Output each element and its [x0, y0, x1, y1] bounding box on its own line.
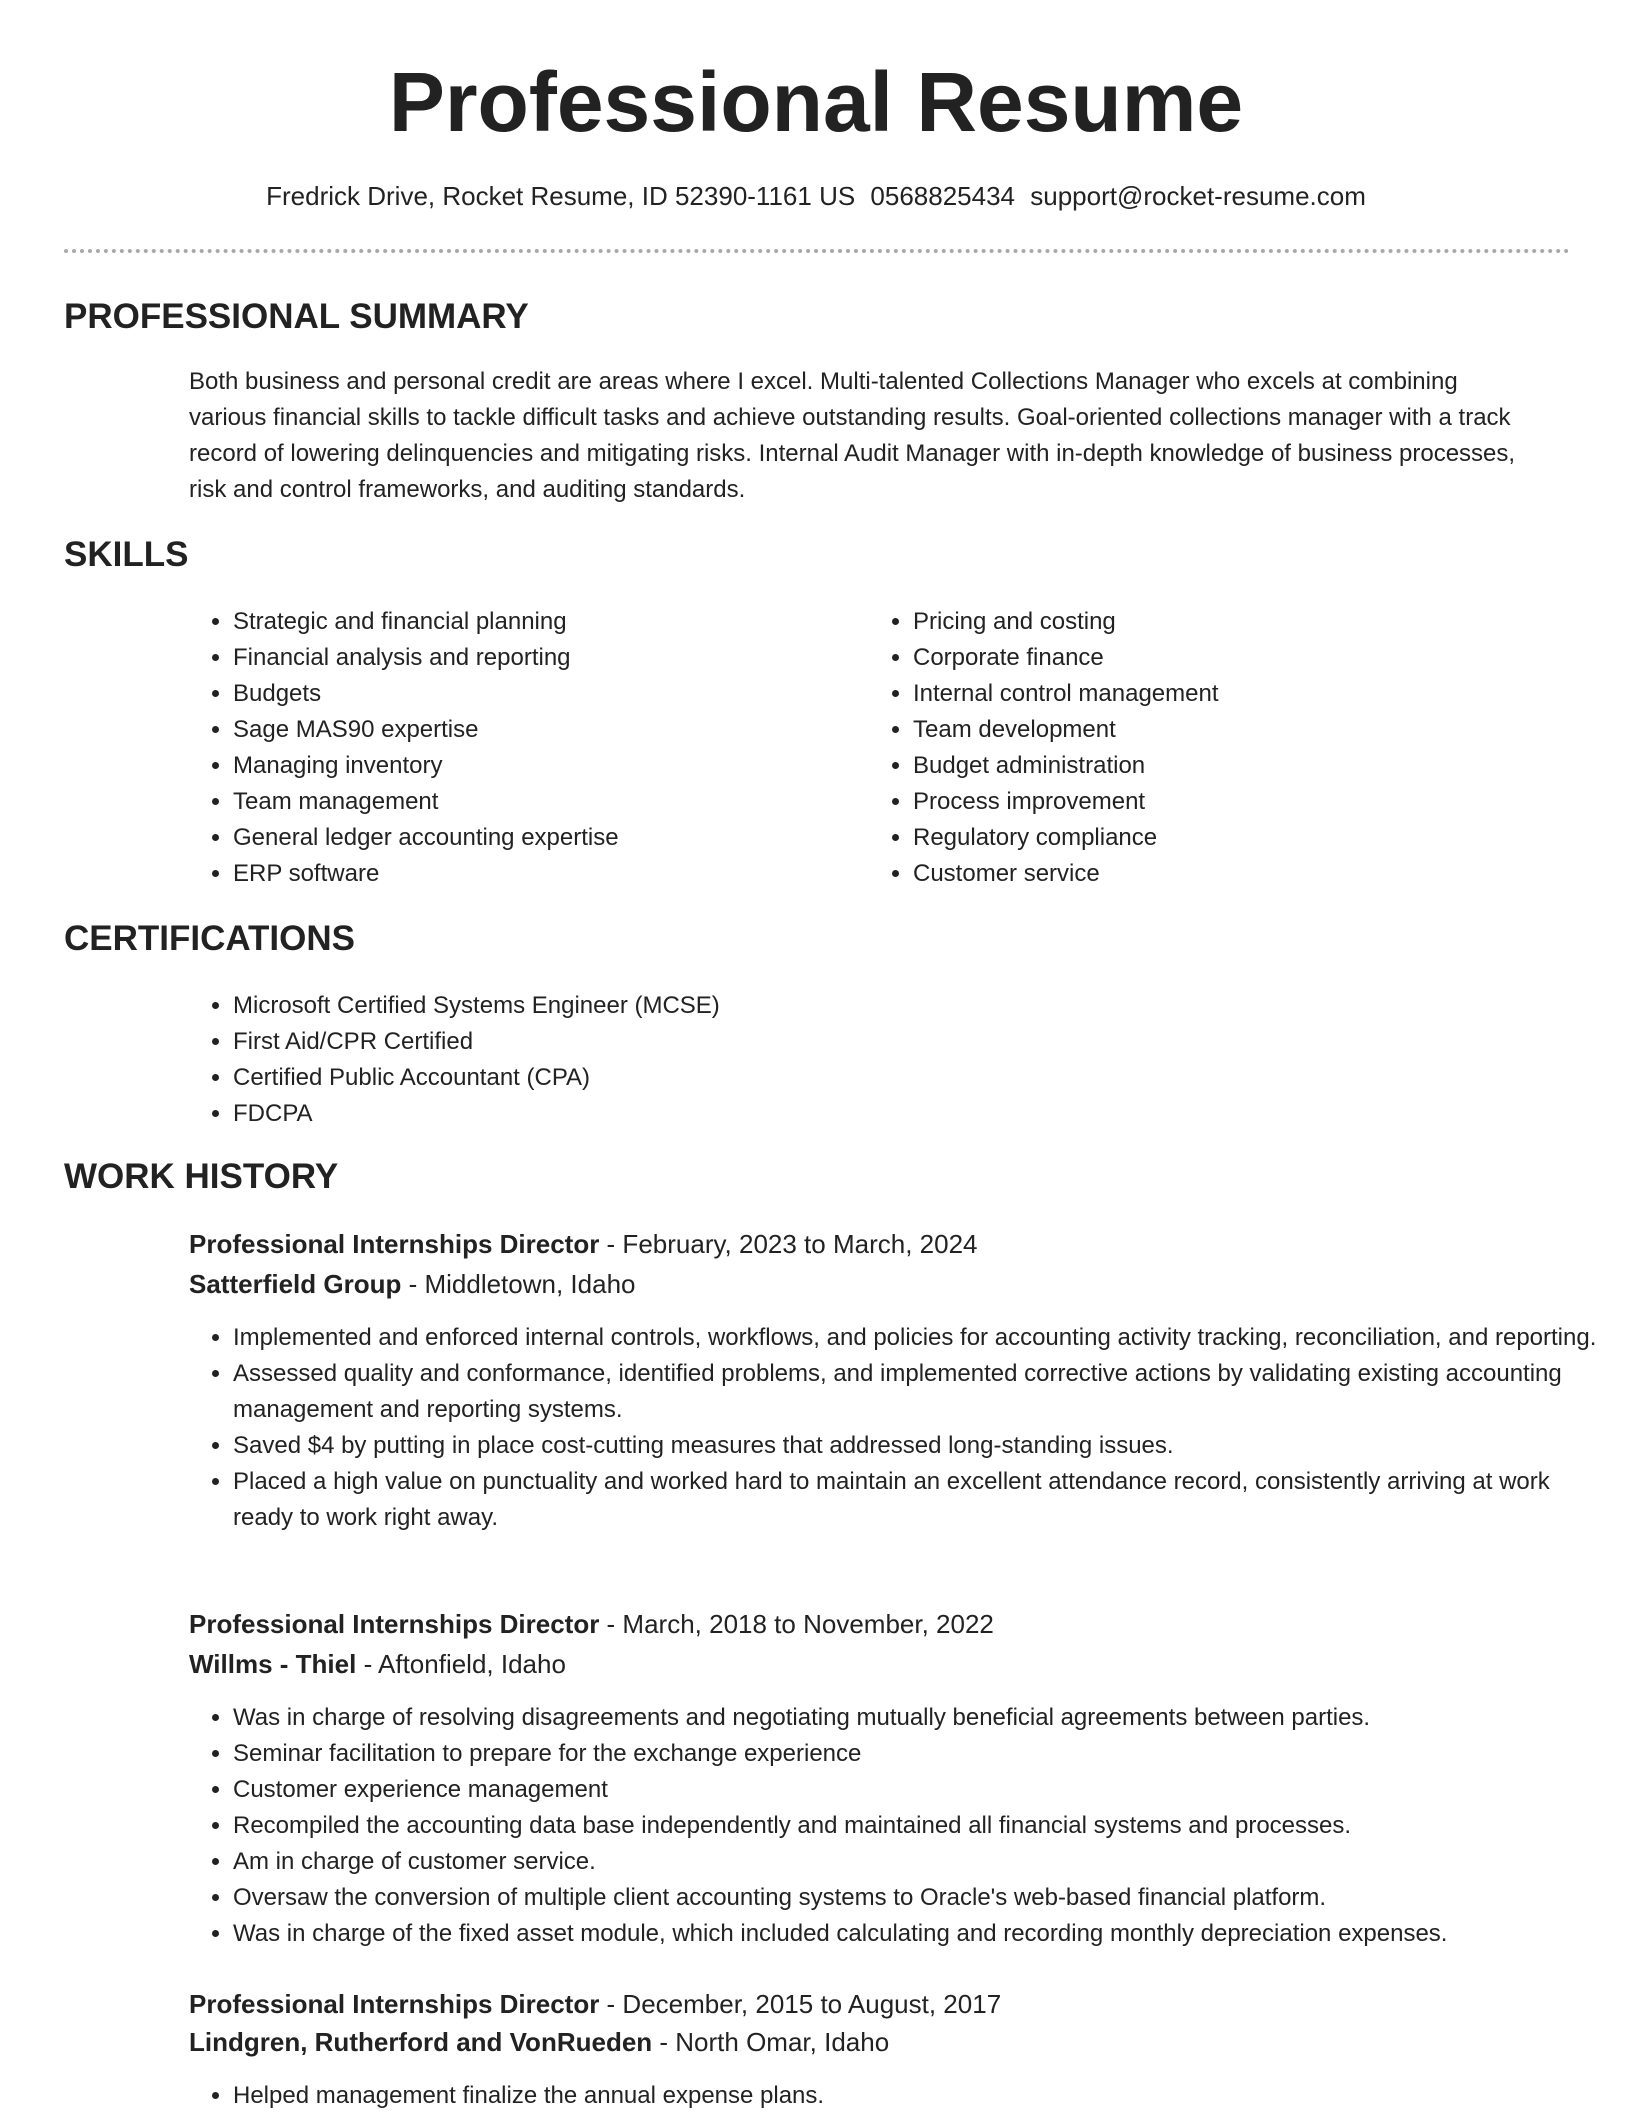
job-title-line [189, 1608, 994, 1642]
section-title-summary: PROFESSIONAL SUMMARY [64, 297, 529, 336]
skills-list-right [869, 604, 1533, 892]
section-title-work-history: WORK HISTORY [64, 1157, 339, 1196]
skill-item: • Customer service [913, 856, 1533, 892]
job-duty: • Saved $4 by putting in place cost-cutting measures that addressed long-standing issues. [233, 1428, 1613, 1464]
section-title-skills: SKILLS [64, 535, 189, 574]
skill-item: • Internal control management [913, 676, 1533, 712]
skill-item: • Corporate finance [913, 640, 1533, 676]
job-company: Willms - Thiel [189, 1649, 357, 1679]
certification-item: • First Aid/CPR Certified [233, 1024, 1533, 1060]
skills-list-left [189, 604, 853, 892]
job-title: Professional Internships Director [189, 1229, 600, 1259]
job-company-line [189, 1648, 566, 1682]
job-duty: • Helped management finalize the annual expense plans. [233, 2078, 1613, 2114]
job-title: Professional Internships Director [189, 1609, 600, 1639]
job-duty: • Implemented and enforced internal controls, workflows, and policies for accounting activity tracking, reconciliation, and reporting. [233, 1320, 1613, 1356]
skill-item: • Managing inventory [233, 748, 853, 784]
skill-item: • Budgets [233, 676, 853, 712]
job-company: Satterfield Group [189, 1269, 402, 1299]
skill-item: • Team development [913, 712, 1533, 748]
job-location: - North Omar, Idaho [652, 2027, 890, 2057]
job-duty: • Customer experience management [233, 1772, 1613, 1808]
job-dates: - February, 2023 to March, 2024 [599, 1229, 978, 1259]
skill-item: • Pricing and costing [913, 604, 1533, 640]
job-title-line [189, 1228, 977, 1262]
header-divider [64, 249, 1570, 253]
job-company: Lindgren, Rutherford and VonRueden [189, 2027, 653, 2057]
section-title-certifications: CERTIFICATIONS [64, 919, 356, 958]
job-duty: • Seminar facilitation to prepare for the exchange experience [233, 1736, 1613, 1772]
certifications-list [189, 988, 1533, 1132]
job-duty: • Placed a high value on punctuality and worked hard to maintain an excellent attendance record, consistently arriving at work ready to work right away. [233, 1464, 1613, 1536]
skill-item: • ERP software [233, 856, 853, 892]
job-duties-list [189, 1700, 1613, 1952]
contact-phone: 0568825434 [870, 181, 1016, 211]
certification-item: • FDCPA [233, 1096, 1533, 1132]
job-duty: • Was in charge of resolving disagreements and negotiating mutually beneficial agreements between parties. [233, 1700, 1613, 1736]
skill-item: • Process improvement [913, 784, 1533, 820]
skill-item: • Budget administration [913, 748, 1533, 784]
job-location: - Middletown, Idaho [401, 1269, 636, 1299]
job-duties-list [189, 2078, 1613, 2114]
contact-line [0, 180, 1632, 214]
job-duties-list [189, 1320, 1613, 1536]
skill-item: • General ledger accounting expertise [233, 820, 853, 856]
skill-item: • Sage MAS90 expertise [233, 712, 853, 748]
job-title: Professional Internships Director [189, 1989, 600, 2019]
job-company-line [189, 2026, 889, 2060]
job-duty: • Oversaw the conversion of multiple client accounting systems to Oracle's web-based financial platform. [233, 1880, 1613, 1916]
job-duty: • Assessed quality and conformance, identified problems, and implemented corrective actions by validating existing accounting management and reporting systems. [233, 1356, 1613, 1428]
job-duty: • Was in charge of the fixed asset module, which included calculating and recording monthly depreciation expenses. [233, 1916, 1613, 1952]
skill-item: • Regulatory compliance [913, 820, 1533, 856]
skill-item: • Financial analysis and reporting [233, 640, 853, 676]
job-title-line [189, 1988, 1001, 2022]
contact-email: support@rocket-resume.com [1030, 181, 1366, 211]
job-duty: • Am in charge of customer service. [233, 1844, 1613, 1880]
page-title: Professional Resume [388, 55, 1244, 149]
certification-item: • Certified Public Accountant (CPA) [233, 1060, 1533, 1096]
skill-item: • Strategic and financial planning [233, 604, 853, 640]
skill-item: • Team management [233, 784, 853, 820]
job-dates: - December, 2015 to August, 2017 [599, 1989, 1002, 2019]
summary-text: Both business and personal credit are areas where I excel. Multi-talented Collections Manager who excels at combining various financial skills to tackle difficult tasks and achieve outstanding results. Goal-oriented collections manager with a track record of lowering delinquencies and mitigating risks. Internal Audit Manager with in-depth knowledge of business processes, risk and control frameworks, and auditing standards. [189, 368, 1516, 503]
job-dates: - March, 2018 to November, 2022 [599, 1609, 994, 1639]
job-duty: • Recompiled the accounting data base independently and maintained all financial systems and processes. [233, 1808, 1613, 1844]
certification-item: • Microsoft Certified Systems Engineer (MCSE) [233, 988, 1533, 1024]
contact-address: Fredrick Drive, Rocket Resume, ID 52390-1161 US [266, 181, 856, 211]
job-location: - Aftonfield, Idaho [356, 1649, 566, 1679]
job-company-line [189, 1268, 636, 1302]
